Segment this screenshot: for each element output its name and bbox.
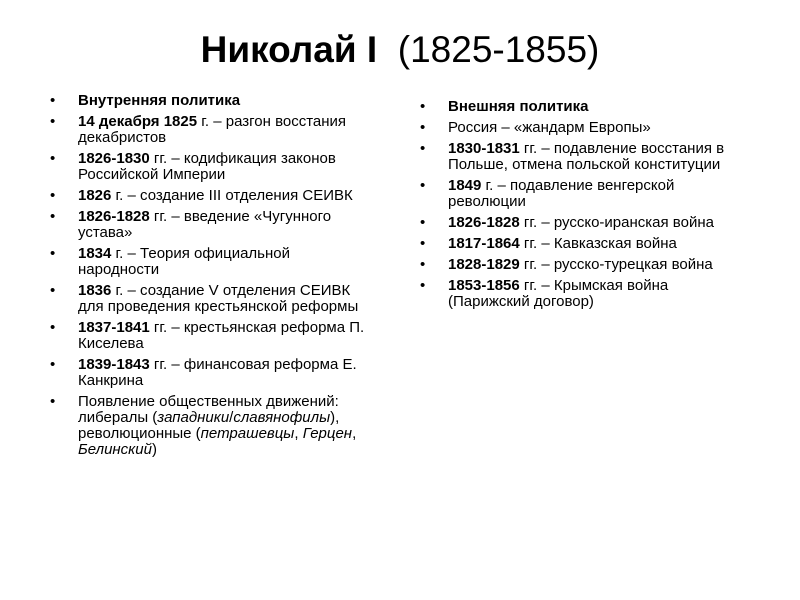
item-date: 1826 <box>78 187 112 204</box>
item-italic: петрашевцы <box>200 425 295 442</box>
item-text: гг. – крестьянская реформа П. Киселева <box>78 319 365 352</box>
bullet: • <box>50 92 56 109</box>
item-text: г. – подавление венгерской революции <box>448 177 675 210</box>
bullet: • <box>420 214 426 231</box>
item-text: гг. – подавление восстания в Польше, отмена польской конституции <box>448 140 725 173</box>
item-text: , <box>294 425 303 442</box>
item-date: 1828-1829 <box>448 256 520 273</box>
list-item <box>50 114 370 146</box>
foreign-heading <box>420 99 750 115</box>
item-text: г. – разгон восстания декабристов <box>78 113 347 146</box>
item-text: гг. – Кавказская война <box>519 235 677 252</box>
item-date: 1826-1828 <box>448 214 520 231</box>
item-date: 1836 <box>78 282 112 299</box>
item-date: 1830-1831 <box>448 140 520 157</box>
bullet: • <box>50 319 56 336</box>
bullet: • <box>420 177 426 194</box>
item-text: гг. – кодификация законов Российской Империи <box>78 150 336 183</box>
item-date: 14 декабря 1825 <box>78 113 198 130</box>
item-date: 1849 <box>448 177 482 194</box>
list-item <box>420 141 750 173</box>
list-item <box>50 151 370 183</box>
item-text: ) <box>151 441 157 458</box>
list-item <box>420 215 750 231</box>
slide-title <box>0 28 800 72</box>
item-date: 1839-1843 <box>78 356 150 373</box>
list-item <box>50 320 370 352</box>
foreign-policy-list <box>420 99 750 315</box>
list-item <box>50 188 370 204</box>
list-item <box>420 120 750 136</box>
bullet: • <box>420 140 426 157</box>
list-item <box>50 357 370 389</box>
foreign-heading-text: Внешняя политика <box>448 98 589 115</box>
item-text: гг. – русско-турецкая война <box>519 256 713 273</box>
list-item-social-movements <box>50 394 370 458</box>
bullet: • <box>50 187 56 204</box>
list-item <box>420 257 750 273</box>
list-item <box>420 278 750 310</box>
item-text: ), революционные ( <box>78 409 340 442</box>
item-date: 1834 <box>78 245 112 262</box>
domestic-policy-list <box>50 93 370 463</box>
item-text: г. – Теория официальной народности <box>78 245 290 278</box>
item-italic: Белинский <box>78 441 152 458</box>
list-item <box>50 283 370 315</box>
bullet: • <box>420 256 426 273</box>
bullet: • <box>50 245 56 262</box>
item-text: гг. – финансовая реформа Е. Канкрина <box>78 356 357 389</box>
item-text: / <box>229 409 234 426</box>
domestic-heading-text: Внутренняя политика <box>78 92 241 109</box>
item-italic: Герцен <box>302 425 353 442</box>
bullet: • <box>420 277 426 294</box>
item-text: г. – создание III отделения СЕИВК <box>111 187 353 204</box>
bullet: • <box>50 282 56 299</box>
item-text: г. – создание V отделения СЕИВК для проведения крестьянской реформы <box>78 282 359 315</box>
item-text: Появление общественных движений: либералы ( <box>78 393 339 426</box>
item-text: Россия – «жандарм Европы» <box>448 119 651 136</box>
list-item <box>420 236 750 252</box>
bullet: • <box>420 119 426 136</box>
title-name: Николай I <box>200 29 378 70</box>
item-italic: западники <box>157 409 230 426</box>
bullet: • <box>50 150 56 167</box>
item-text: гг. – введение «Чугунного устава» <box>78 208 332 241</box>
item-date: 1817-1864 <box>448 235 520 252</box>
item-date: 1826-1828 <box>78 208 150 225</box>
bullet: • <box>420 98 426 115</box>
list-item <box>50 246 370 278</box>
item-date: 1837-1841 <box>78 319 150 336</box>
bullet: • <box>50 393 56 410</box>
list-item <box>420 178 750 210</box>
item-text: , <box>352 425 357 442</box>
title-years: (1825-1855) <box>397 29 600 70</box>
bullet: • <box>50 208 56 225</box>
list-item <box>50 209 370 241</box>
item-date: 1826-1830 <box>78 150 150 167</box>
domestic-heading <box>50 93 370 109</box>
item-text: гг. – русско-иранская война <box>519 214 714 231</box>
item-italic: славянофилы <box>233 409 331 426</box>
bullet: • <box>420 235 426 252</box>
item-text: гг. – Крымская война (Парижский договор) <box>448 277 669 310</box>
bullet: • <box>50 356 56 373</box>
item-date: 1853-1856 <box>448 277 520 294</box>
bullet: • <box>50 113 56 130</box>
